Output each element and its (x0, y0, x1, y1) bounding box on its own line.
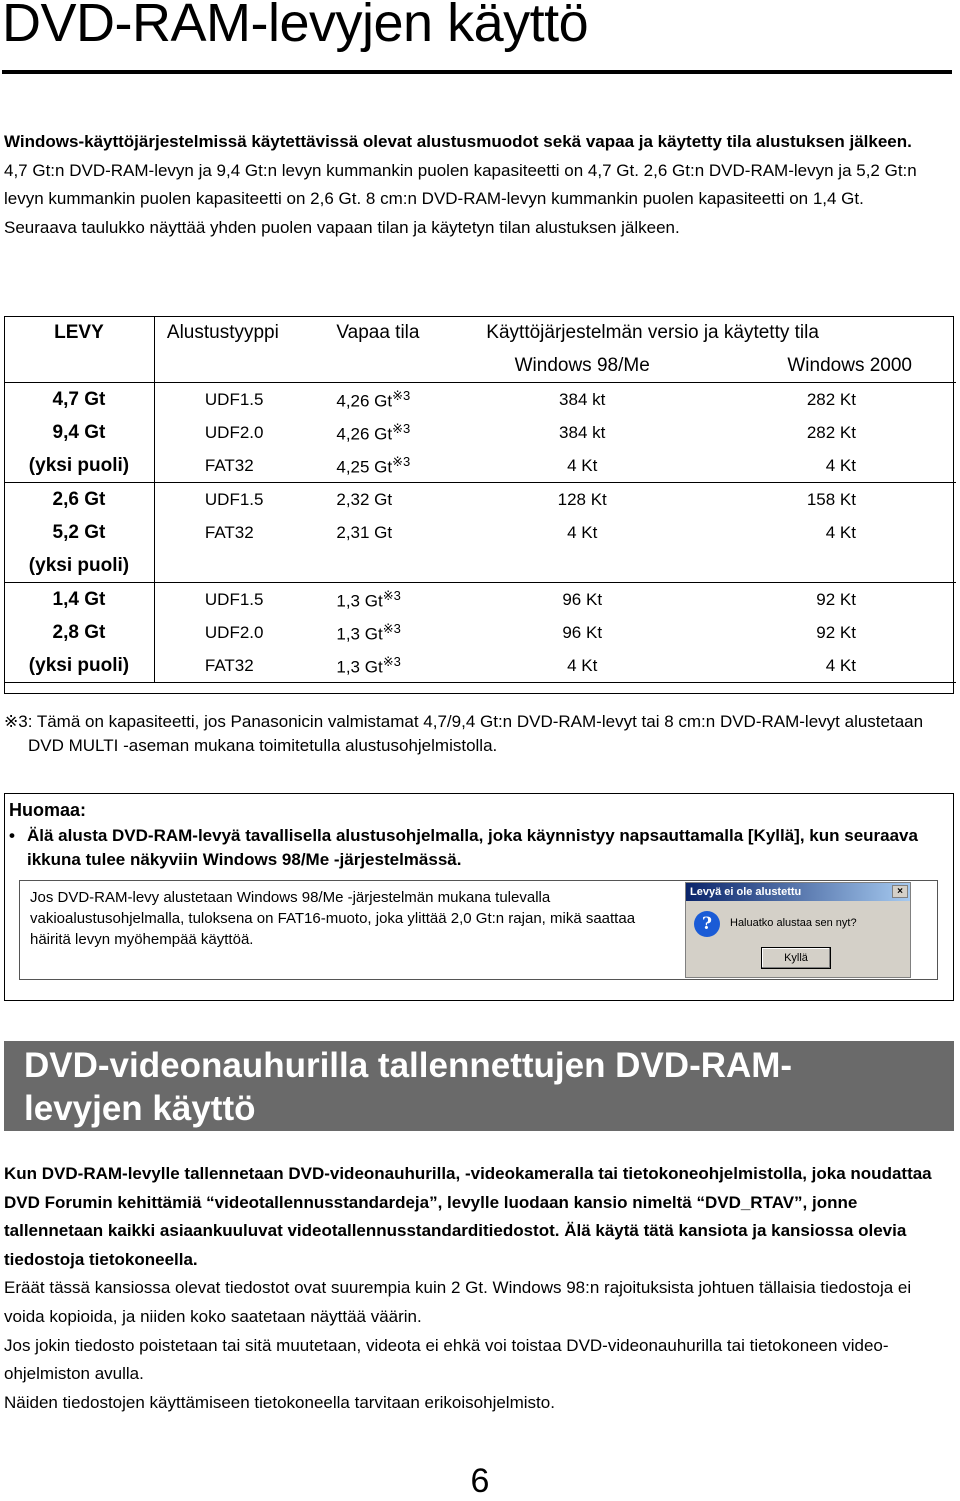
free-space-cell (292, 583, 458, 617)
table-row (4, 616, 956, 649)
win98-cell: 384 kt (559, 422, 606, 442)
format-cell: FAT32 (154, 649, 292, 683)
disc-label: 5,2 Gt (4, 516, 154, 549)
warning-text: Jos DVD-RAM-levy alustetaan Windows 98/Me -järjestelmän mukana tulevalla vakioalustusohjelmalla, tuloksena on FAT16-muoto, joka ylittää 2,0 Gt:n rajan, mikä saattaa häiritä levyn myöhempää käyttöä. (30, 889, 636, 948)
close-icon[interactable]: × (892, 885, 908, 898)
dialog-message: Haluatko alustaa sen nyt? (730, 917, 857, 929)
header-blank (154, 349, 292, 383)
intro-text: 4,7 Gt:n DVD-RAM-levyn ja 9,4 Gt:n levyn kummankin puolen kapasiteetti on 4,7 Gt. 2,6 Gt:n DVD-RAM-levyn ja 5,2 Gt:n levyn kummankin puolen kapasiteetti on 2,6 Gt. 8 cm:n DVD-RAM-levyn kummankin puolen kapasiteetti on 1,4 Gt. (4, 160, 917, 208)
win98-cell (458, 549, 706, 583)
win98-cell: 4 Kt (567, 522, 598, 542)
note-title: Huomaa: (9, 800, 87, 820)
footnote (4, 710, 954, 758)
free-space-value: 1,3 Gt (336, 624, 383, 644)
win98-cell: 96 Kt (562, 589, 603, 609)
free-space-value: 4,25 Gt (336, 457, 393, 477)
free-space-cell (292, 616, 458, 649)
header-free: Vapaa tila (336, 321, 420, 343)
footnote-text: ※3: Tämä on kapasiteetti, jos Panasonicin valmistamat 4,7/9,4 Gt:n DVD-RAM-levyt tai 8 cm:n DVD-RAM-levyt alustetaan DVD MULTI -aseman mukana toimitetulla alustusohjelmistolla. (4, 712, 924, 755)
section-paragraph-3: Näiden tiedostojen käyttämiseen tietokoneella tarvitaan erikoisohjelmisto. (4, 1392, 555, 1412)
disc-label: 2,8 Gt (4, 616, 154, 649)
section-title: DVD-videonauhurilla tallennettujen DVD-RAM-levyjen käyttö (24, 1046, 793, 1128)
header-format: Alustustyyppi (166, 321, 279, 343)
free-space-cell (292, 549, 458, 583)
footnote-mark: ※3 (382, 653, 401, 669)
win2000-cell: 4 Kt (706, 449, 956, 483)
win2000-cell: 4 Kt (825, 522, 856, 542)
capacity-table (4, 316, 956, 683)
footnote-mark: ※3 (382, 587, 401, 603)
free-space-cell (292, 449, 458, 483)
note-bullet-text: Älä alusta DVD-RAM-levyä tavallisella alustusohjelmalla, joka käynnistyy napsauttamalla [Kyllä], kun seuraava ikkuna tulee näkyviin Windows 98/Me -järjestelmässä. (27, 826, 918, 869)
footnote-mark: ※3 (392, 453, 411, 469)
win98-cell: 384 kt (559, 389, 606, 409)
format-cell: UDF1.5 (204, 389, 264, 409)
title-rule (2, 70, 952, 74)
format-cell: UDF2.0 (204, 422, 264, 442)
page-title: DVD-RAM-levyjen käyttö (2, 0, 589, 53)
table-row (4, 649, 956, 683)
footnote-mark: ※3 (382, 620, 401, 636)
free-space-value: 1,3 Gt (336, 657, 383, 677)
section-body (4, 1160, 954, 1417)
note-bullet (9, 824, 949, 872)
table-body (4, 383, 956, 683)
disc-label: 9,4 Gt (4, 416, 154, 449)
header-blank (292, 349, 458, 383)
section-bold-paragraph: Kun DVD-RAM-levylle tallennetaan DVD-videonauhurilla, -videokameralla tai tietokoneohjelmistolla, joka noudattaa DVD Forumin kehittämiä “videotallennusstandardeja”, levylle luodaan kansio nimeltä “DVD_RTAV”, jonne tallennetaan kaikki asiaankuuluvat videotallennusstandarditiedostot. Älä käytä tätä kansiota ja kansiossa olevia tiedostoja tietokoneella. (4, 1164, 932, 1269)
section-banner (4, 1041, 954, 1131)
section-paragraph-2: Jos jokin tiedosto poistetaan tai sitä muutetaan, videota ei ehkä voi toistaa DVD-videonauhurilla tai tietokoneen video-ohjelmiston avulla. (4, 1335, 889, 1384)
header-blank (4, 349, 154, 383)
table-row (4, 516, 956, 549)
free-space-cell (292, 483, 458, 517)
yes-button[interactable]: Kyllä (761, 947, 831, 969)
intro-text-2: Seuraava taulukko näyttää yhden puolen vapaan tilan ja käytetyn tilan alustuksen jälkeen. (4, 217, 680, 237)
disc-label: (yksi puoli) (4, 449, 154, 483)
free-space-value: 1,3 Gt (336, 591, 383, 611)
table-row (4, 583, 956, 617)
page-number: 6 (470, 1462, 490, 1500)
win98-cell: 4 Kt (458, 449, 706, 483)
format-cell (154, 549, 292, 583)
win98-cell: 96 Kt (562, 622, 603, 642)
free-space-cell (292, 516, 458, 549)
disc-label: (yksi puoli) (4, 549, 154, 583)
disc-label: (yksi puoli) (4, 649, 154, 683)
format-cell: FAT32 (204, 522, 254, 542)
intro-bold: Windows-käyttöjärjestelmissä käytettävissä olevat alustusmuodot sekä vapaa ja käytetty tila alustuksen jälkeen. (4, 132, 912, 151)
format-cell: UDF1.5 (204, 489, 264, 509)
table-row (4, 483, 956, 517)
table-row (4, 416, 956, 449)
question-icon: ? (694, 911, 720, 937)
header-disc: LEVY (4, 316, 154, 349)
dialog-title (686, 883, 910, 901)
intro-section (4, 128, 954, 242)
free-space-value: 4,26 Gt (336, 391, 393, 411)
free-space-cell (292, 383, 458, 417)
bullet-icon: • (9, 826, 15, 845)
section-paragraph-1: Eräät tässä kansiossa olevat tiedostot ovat suurempia kuin 2 Gt. Windows 98:n rajoituksista johtuen tällaisia tiedostoja ei voida kopioida, ja niiden koko saatetaan näyttää väärin. (4, 1278, 912, 1326)
win98-cell: 128 Kt (557, 489, 607, 509)
win2000-cell: 282 Kt (806, 389, 856, 409)
format-cell: UDF2.0 (204, 622, 264, 642)
win2000-cell: 92 Kt (816, 622, 856, 642)
free-space-cell (292, 649, 458, 683)
table-row (4, 383, 956, 417)
disc-label: 2,6 Gt (4, 483, 154, 517)
header-win98: Windows 98/Me (458, 349, 706, 383)
header-win2000: Windows 2000 (706, 349, 956, 383)
table-row (4, 549, 956, 583)
header-os-used: Käyttöjärjestelmän versio ja käytetty tila (486, 321, 819, 343)
win2000-cell (706, 549, 956, 583)
win2000-cell: 282 Kt (806, 422, 856, 442)
free-space-value: 2,31 Gt (336, 522, 393, 542)
free-space-value: 4,26 Gt (336, 424, 393, 444)
footnote-mark: ※3 (392, 420, 411, 436)
footnote-mark: ※3 (392, 387, 411, 403)
win98-cell: 4 Kt (458, 649, 706, 683)
disc-label: 1,4 Gt (4, 583, 154, 617)
format-cell: UDF1.5 (204, 589, 264, 609)
win2000-cell: 158 Kt (806, 489, 856, 509)
win2000-cell: 4 Kt (706, 649, 956, 683)
format-cell: FAT32 (154, 449, 292, 483)
win2000-cell: 92 Kt (816, 589, 856, 609)
note-box (4, 793, 954, 1001)
free-space-cell (292, 416, 458, 449)
table-row (4, 449, 956, 483)
disc-label: 4,7 Gt (4, 383, 154, 417)
free-space-value: 2,32 Gt (336, 489, 393, 509)
dialog-title-text: Levyä ei ole alustettu (690, 886, 802, 898)
format-dialog-screenshot (685, 882, 911, 978)
